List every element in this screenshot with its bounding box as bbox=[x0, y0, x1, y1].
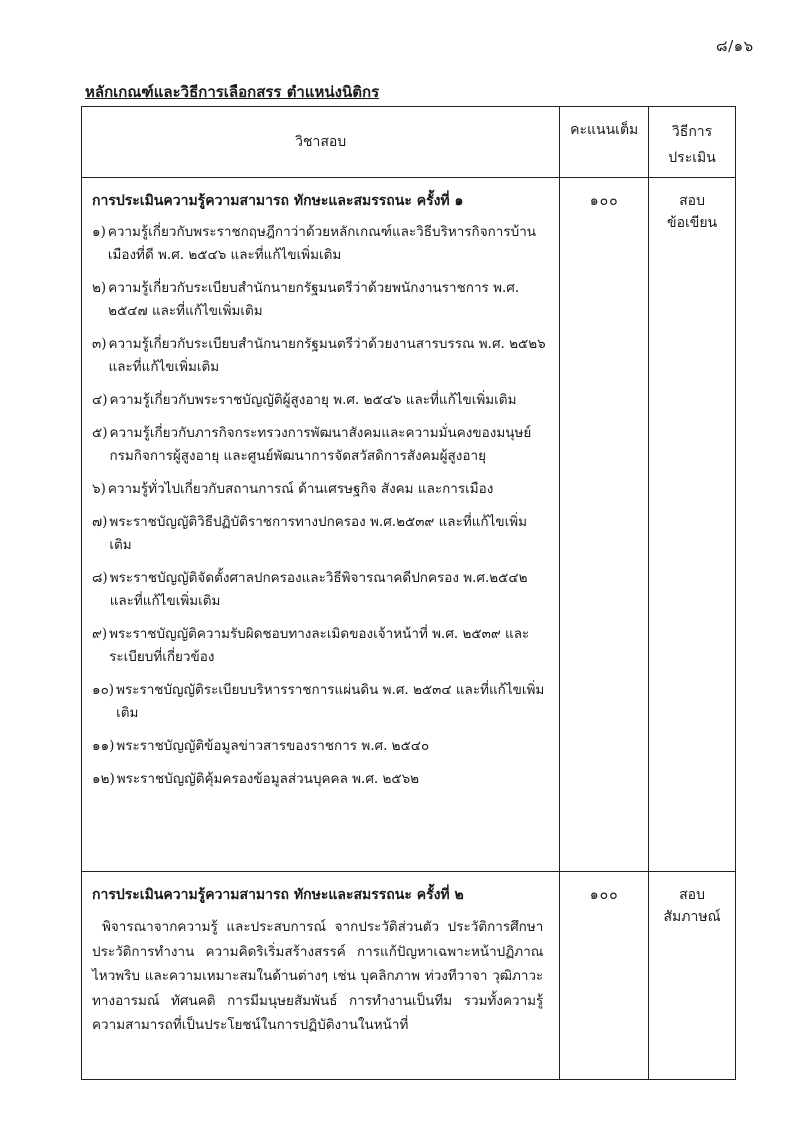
section-1-row bbox=[82, 178, 736, 872]
section-2-method-cell bbox=[649, 872, 736, 1080]
header-score bbox=[560, 107, 649, 178]
header-method-label-line2: ประเมิน bbox=[668, 150, 716, 166]
list-item-text: พระราชบัญญัติคุ้มครองข้อมูลส่วนบุคคล พ.ศ. ๒๕๖๒ bbox=[116, 771, 420, 787]
section-2-method-line1: สอบ bbox=[679, 887, 705, 903]
list-item-text: ความรู้เกี่ยวกับระเบียบสำนักนายกรัฐมนตรีว่าด้วยพนักงานราชการ พ.ศ. ๒๕๔๗ และที่แก้ไขเพิ่มเติม bbox=[108, 280, 520, 319]
list-item-text: พระราชบัญญัติข้อมูลข่าวสารของราชการ พ.ศ. ๒๕๔๐ bbox=[116, 738, 430, 754]
list-item-number: ๑๑) bbox=[92, 738, 115, 754]
list-item bbox=[92, 735, 547, 758]
list-item-text: ความรู้เกี่ยวกับพระราชกฤษฎีกาว่าด้วยหลักเกณฑ์และวิธีบริหารกิจการบ้านเมืองที่ดี พ.ศ. ๒๕๔๖ และที่แก้ไขเพิ่มเติม bbox=[107, 224, 537, 263]
section-1-title: การประเมินความรู้ความสามารถ ทักษะและสมรรถนะ ครั้งที่ ๑ bbox=[92, 193, 464, 209]
section-2-description: พิจารณาจากความรู้ และประสบการณ์ จากประวัติส่วนตัว ประวัติการศึกษา ประวัติการทำงาน ความคิดริเริ่มสร้างสรรค์ การแก้ปัญหาเฉพาะหน้าปฏิภาณไหวพริบ และความเหมาะสมในด้านต่างๆ เช่น บุคลิกภาพ ท่วงทีวาจา วุฒิภาวะทางอารมณ์ ทัศนคติ การมีมนุษยสัมพันธ์ การทำงานเป็นทีม รวมทั้งความรู้ความสามารถที่เป็นประโยชน์ในการปฏิบัติงานในหน้าที่ bbox=[92, 919, 544, 1033]
selection-criteria-table bbox=[81, 106, 736, 1080]
list-item bbox=[92, 422, 547, 468]
list-item-text: ความรู้เกี่ยวกับพระราชบัญญัติผู้สูงอายุ พ.ศ. ๒๕๔๖ และที่แก้ไขเพิ่มเติม bbox=[109, 392, 517, 408]
list-item-text: ความรู้เกี่ยวกับภารกิจกระทรวงการพัฒนาสังคมและความมั่นคงของมนุษย์ กรมกิจการผู้สูงอายุ และศูนย์พัฒนาการจัดสวัสดิการสังคมผู้สูงอายุ bbox=[109, 425, 532, 464]
header-subject-label: วิชาสอบ bbox=[295, 133, 347, 150]
list-item bbox=[92, 277, 547, 323]
section-2-method-line2: สัมภาษณ์ bbox=[663, 909, 721, 925]
list-item-number: ๙) bbox=[92, 626, 108, 642]
section-1-score: ๑๐๐ bbox=[589, 193, 619, 209]
list-item-text: ความรู้ทั่วไปเกี่ยวกับสถานการณ์ ด้านเศรษฐกิจ สังคม และการเมือง bbox=[107, 481, 494, 497]
list-item-text: พระราชบัญญัติความรับผิดชอบทางละเมิดของเจ้าหน้าที่ พ.ศ. ๒๕๓๙ และระเบียบที่เกี่ยวข้อง bbox=[109, 626, 530, 665]
list-item-number: ๑๐) bbox=[92, 682, 115, 698]
list-item-number: ๓) bbox=[92, 336, 107, 352]
list-item-text: พระราชบัญญัติระเบียบบริหารราชการแผ่นดิน พ.ศ. ๒๕๓๔ และที่แก้ไขเพิ่มเติม bbox=[116, 682, 545, 721]
header-score-label: คะแนนเต็ม bbox=[570, 122, 639, 138]
list-item bbox=[92, 511, 547, 557]
list-item bbox=[92, 478, 547, 501]
list-item bbox=[92, 221, 547, 267]
list-item-text: ความรู้เกี่ยวกับระเบียบสำนักนายกรัฐมนตรีว่าด้วยงานสารบรรณ พ.ศ. ๒๕๒๖ และที่แก้ไขเพิ่มเติม bbox=[108, 336, 546, 375]
section-1-subject-cell bbox=[82, 178, 560, 872]
list-item bbox=[92, 768, 547, 791]
header-method-label-line1: วิธีการ bbox=[671, 124, 713, 140]
list-item-number: ๗) bbox=[92, 514, 108, 530]
list-item bbox=[92, 389, 547, 412]
section-1-method-line1: สอบ bbox=[679, 193, 705, 209]
section-1-method-cell bbox=[649, 178, 736, 872]
list-item-text: พระราชบัญญัติจัดตั้งศาลปกครองและวิธีพิจารณาคดีปกครอง พ.ศ.๒๕๔๒ และที่แก้ไขเพิ่มเติม bbox=[109, 570, 528, 609]
section-2-row bbox=[82, 872, 736, 1080]
list-item-number: ๖) bbox=[92, 481, 106, 497]
section-2-title: การประเมินความรู้ความสามารถ ทักษะและสมรรถนะ ครั้งที่ ๒ bbox=[92, 887, 464, 903]
section-1-topic-list bbox=[92, 221, 547, 791]
list-item-number: ๑) bbox=[92, 224, 106, 240]
section-2-score: ๑๐๐ bbox=[589, 887, 619, 903]
page-number: ๘/๑๖ bbox=[716, 37, 754, 55]
section-1-method-line2: ข้อเขียน bbox=[667, 215, 718, 231]
list-item bbox=[92, 333, 547, 379]
document-heading: หลักเกณฑ์และวิธีการเลือกสรร ตำแหน่งนิติกร bbox=[85, 83, 380, 101]
list-item-number: ๑๒) bbox=[92, 771, 115, 787]
list-item-number: ๕) bbox=[92, 425, 108, 441]
table-header-row bbox=[82, 107, 736, 178]
list-item-number: ๘) bbox=[92, 570, 108, 586]
section-2-subject-cell bbox=[82, 872, 560, 1080]
list-item bbox=[92, 679, 547, 725]
list-item bbox=[92, 623, 547, 669]
header-method bbox=[649, 107, 736, 178]
section-2-score-cell bbox=[560, 872, 649, 1080]
section-1-score-cell bbox=[560, 178, 649, 872]
list-item bbox=[92, 567, 547, 613]
list-item-number: ๒) bbox=[92, 280, 107, 296]
list-item-number: ๔) bbox=[92, 392, 108, 408]
list-item-text: พระราชบัญญัติวิธีปฏิบัติราชการทางปกครอง พ.ศ.๒๕๓๙ และที่แก้ไขเพิ่มเติม bbox=[109, 514, 528, 553]
header-subject bbox=[82, 107, 560, 178]
